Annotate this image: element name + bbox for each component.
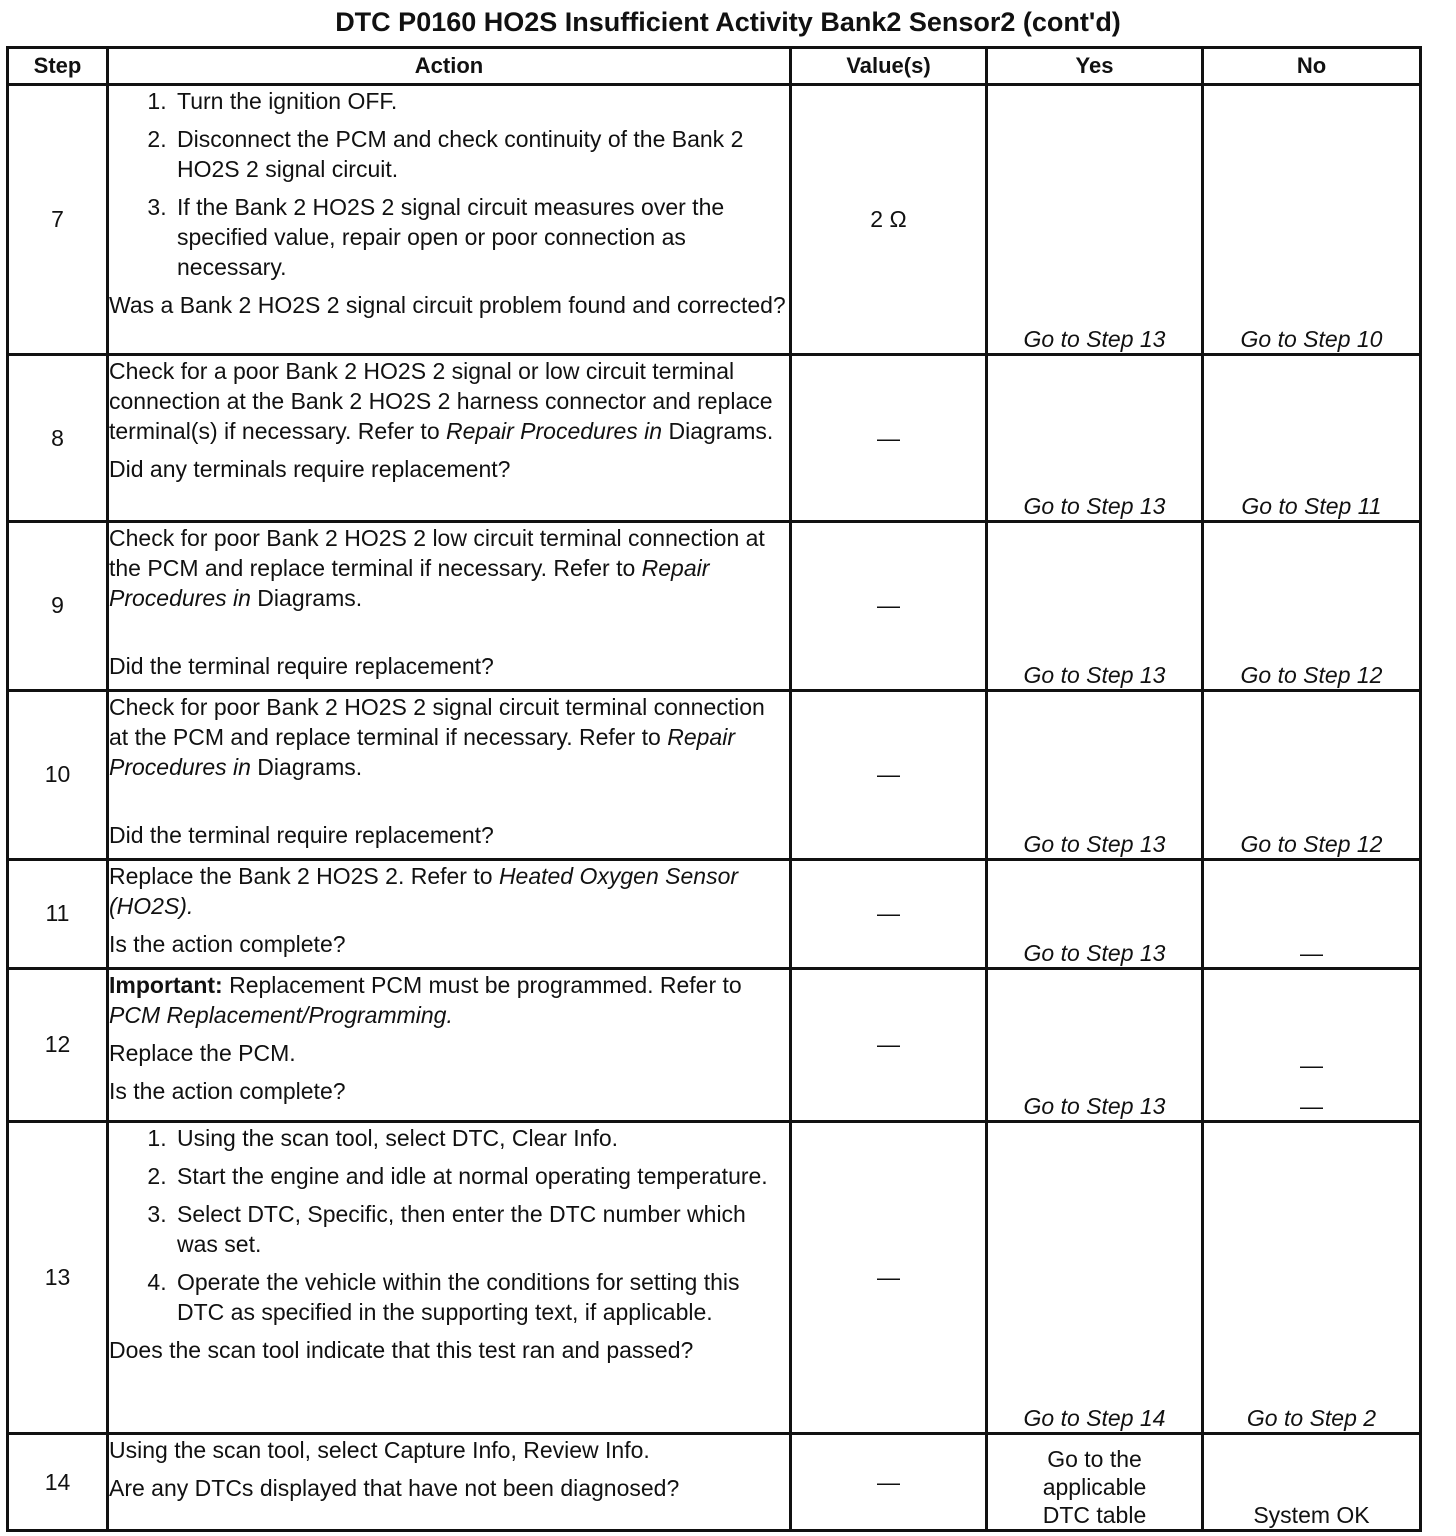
dtc-table: [6, 46, 1422, 1532]
action-text: Using the scan tool, select Capture Info, Review Info.: [109, 1437, 650, 1464]
header-action: Action: [108, 48, 791, 85]
step-number: 12: [8, 968, 108, 1121]
action-text-part: Replace the Bank 2 HO2S 2. Refer to: [109, 862, 499, 889]
step-number: 8: [8, 355, 108, 522]
important-label: Important:: [109, 971, 223, 998]
list-item: 4. Operate the vehicle within the conditions for setting this DTC as specified in the supporting text, if applicable.: [173, 1267, 789, 1327]
action-cell: [108, 85, 791, 355]
action-question: Are any DTCs displayed that have not been diagnosed?: [109, 1475, 680, 1502]
action-text-part: Diagrams.: [250, 753, 363, 780]
step-number: 9: [8, 522, 108, 690]
value-cell: —: [791, 355, 987, 522]
no-cell: System OK: [1203, 1434, 1421, 1531]
step-number: 10: [8, 690, 108, 859]
no-cell: Go to Step 2: [1203, 1121, 1421, 1433]
list-item: 1. Using the scan tool, select DTC, Clear Info.: [173, 1123, 789, 1153]
header-yes: Yes: [987, 48, 1203, 85]
list-item: 2. Start the engine and idle at normal operating temperature.: [173, 1161, 789, 1191]
action-text: Replace the PCM.: [109, 1039, 296, 1066]
table-row: [8, 690, 1421, 859]
action-cell: [108, 355, 791, 522]
list-item: 3. If the Bank 2 HO2S 2 signal circuit measures over the specified value, repair open or poor connection as necessary.: [173, 192, 789, 282]
action-text: [109, 692, 789, 782]
action-text-part: Diagrams.: [250, 585, 363, 612]
reference-link: PCM Replacement/Programming.: [109, 1001, 453, 1028]
no-cell: Go to Step 10: [1203, 85, 1421, 355]
yes-cell: Go to Step 14: [987, 1121, 1203, 1433]
step-number: 7: [8, 85, 108, 355]
action-text: [109, 861, 789, 921]
action-cell: [108, 859, 791, 968]
value-cell: —: [791, 522, 987, 690]
action-text: [109, 356, 789, 446]
yes-cell: Go to Step 13: [987, 859, 1203, 968]
action-list: [109, 1123, 789, 1327]
header-no: No: [1203, 48, 1421, 85]
table-row: [8, 968, 1421, 1121]
action-text: [109, 523, 789, 613]
no-dash: —: [1300, 1051, 1323, 1078]
reference-link: Repair Procedures in: [446, 418, 663, 445]
yes-cell: Go to Step 13: [987, 968, 1203, 1121]
list-item: 3. Select DTC, Specific, then enter the DTC number which was set.: [173, 1199, 789, 1259]
list-item: 2. Disconnect the PCM and check continuity of the Bank 2 HO2S 2 signal circuit.: [173, 124, 789, 184]
action-text-part: Check for poor Bank 2 HO2S 2 low circuit terminal connection at the PCM and replace terminal if necessary. Refer to: [109, 525, 765, 582]
yes-cell: Go to Step 13: [987, 85, 1203, 355]
table-row: [8, 1121, 1421, 1433]
value-cell: 2 Ω: [791, 85, 987, 355]
action-question: Did the terminal require replacement?: [109, 821, 494, 848]
no-cell: Go to Step 12: [1203, 522, 1421, 690]
value-cell: —: [791, 968, 987, 1121]
action-cell: [108, 968, 791, 1121]
header-step: Step: [8, 48, 108, 85]
action-question: Is the action complete?: [109, 1077, 346, 1104]
reference-link: Repair Procedures in: [109, 555, 710, 612]
action-cell: [108, 1121, 791, 1433]
yes-cell: Go to Step 13: [987, 522, 1203, 690]
no-dash: —: [1300, 1092, 1323, 1119]
action-text-part: Check for poor Bank 2 HO2S 2 signal circuit terminal connection at the PCM and replace terminal if necessary. Refer to: [109, 693, 765, 750]
table-row: [8, 1434, 1421, 1531]
reference-link: Heated Oxygen Sensor (HO2S).: [109, 862, 739, 919]
table-row: [8, 859, 1421, 968]
no-cell: [1203, 968, 1421, 1121]
table-row: [8, 355, 1421, 522]
action-cell: [108, 522, 791, 690]
action-cell: [108, 1434, 791, 1531]
action-text-part: Check for a poor Bank 2 HO2S 2 signal or low circuit terminal connection at the Bank 2 HO2S 2 harness connector and replace terminal(s) if necessary. Refer to: [109, 358, 773, 445]
yes-cell: Go to Step 13: [987, 690, 1203, 859]
header-row: [8, 48, 1421, 85]
page-title: DTC P0160 HO2S Insufficient Activity Bank2 Sensor2 (cont'd): [335, 7, 1121, 37]
yes-cell: Go to the applicable DTC table: [987, 1434, 1203, 1531]
action-text-part: Replacement PCM must be programmed. Refer to: [222, 971, 742, 998]
step-number: 11: [8, 859, 108, 968]
action-list: [109, 86, 789, 282]
action-question: Did the terminal require replacement?: [109, 653, 494, 680]
value-cell: —: [791, 859, 987, 968]
value-cell: —: [791, 1121, 987, 1433]
no-cell: Go to Step 11: [1203, 355, 1421, 522]
no-cell: —: [1203, 859, 1421, 968]
table-row: [8, 522, 1421, 690]
action-question: Is the action complete?: [109, 930, 346, 957]
header-values: Value(s): [791, 48, 987, 85]
action-question: Does the scan tool indicate that this test ran and passed?: [109, 1336, 694, 1363]
action-question: Was a Bank 2 HO2S 2 signal circuit problem found and corrected?: [109, 292, 786, 318]
value-cell: —: [791, 690, 987, 859]
action-question: Did any terminals require replacement?: [109, 456, 511, 483]
reference-link: Repair Procedures in: [109, 723, 735, 780]
no-cell: Go to Step 12: [1203, 690, 1421, 859]
step-number: 13: [8, 1121, 108, 1433]
value-cell: —: [791, 1434, 987, 1531]
yes-cell: Go to Step 13: [987, 355, 1203, 522]
action-cell: [108, 690, 791, 859]
table-row: [8, 85, 1421, 355]
list-item: 1. Turn the ignition OFF.: [173, 86, 789, 116]
action-text-part: Diagrams.: [662, 418, 774, 445]
action-text: [109, 970, 789, 1030]
step-number: 14: [8, 1434, 108, 1531]
